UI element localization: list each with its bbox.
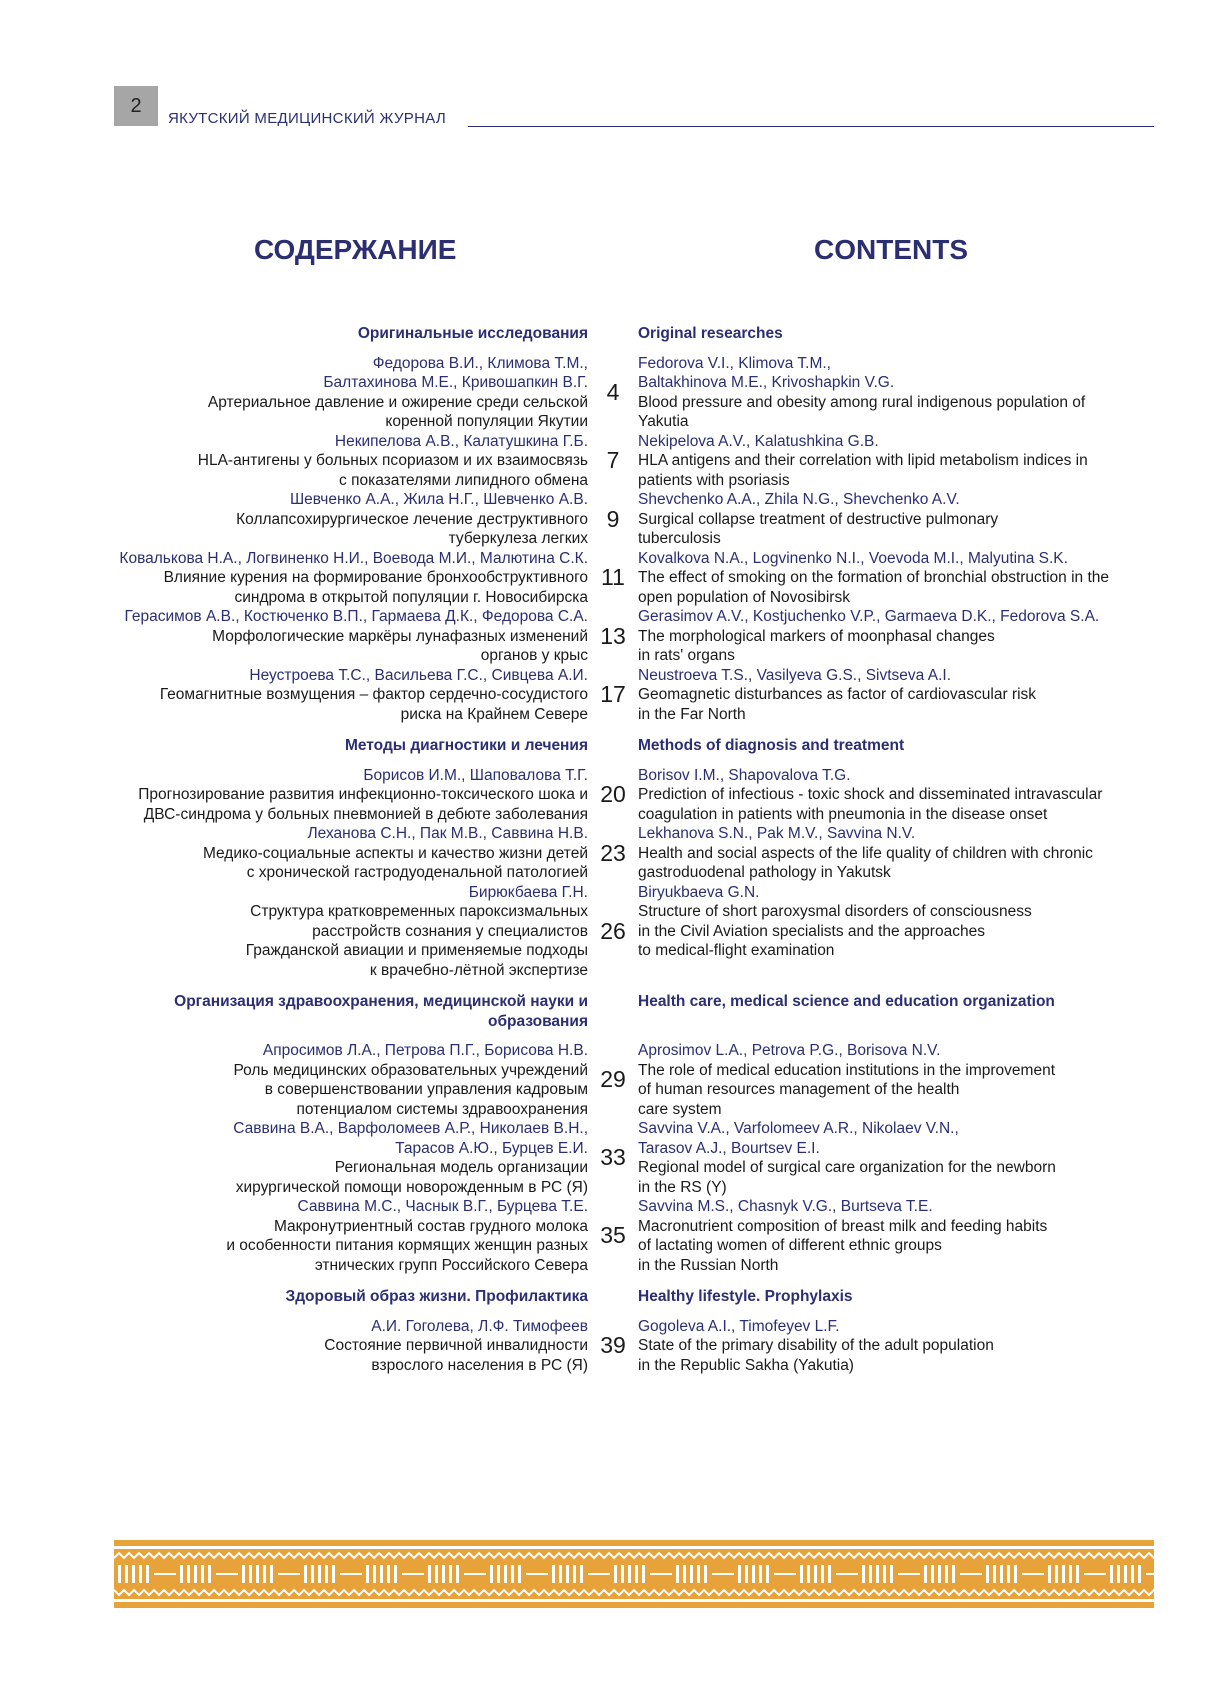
entry-title-ru: хирургической помощи новорожденным в РС (Я) [235, 1178, 588, 1196]
entry-title-ru: Влияние курения на формирование бронхообструктивного [163, 569, 588, 586]
entry-title-ru: Геомагнитные возмущения – фактор сердечно-сосудистого [159, 686, 588, 703]
section-heading [110, 1287, 1160, 1307]
entry-title-ru: и особенности питания кормящих женщин разных [226, 1237, 588, 1254]
entry-title-ru: потенциалом системы здравоохранения [296, 1100, 588, 1118]
entry-authors-en: Savvina V.A., Varfolomeev A.R., Nikolaev V.N., [638, 1120, 959, 1137]
entry-authors-en: Gogoleva A.I., Timofeyev L.F. [638, 1317, 840, 1335]
entry-ru [110, 766, 588, 825]
entry-title-ru: Макронутриентный состав грудного молока [273, 1217, 588, 1235]
entry-ru [110, 354, 588, 432]
entry-title-en: care system [638, 1100, 722, 1118]
entry-authors-en: Baltakhinova M.E., Krivoshapkin V.G. [638, 374, 895, 391]
toc-entry[interactable] [110, 1119, 1160, 1197]
ornament-border [114, 1540, 1154, 1608]
entry-ru [110, 824, 588, 883]
entry-page-number: 26 [600, 917, 626, 944]
entry-authors-en: Gerasimov A.V., Kostjuchenko V.P., Garmaeva D.K., Fedorova S.A. [638, 608, 1100, 625]
entry-page-number: 7 [606, 447, 620, 473]
entry-title-ru: Прогнозирование развития инфекционно-токсического шока и [138, 786, 588, 803]
entry-title-en: of human resources management of the health [638, 1081, 960, 1098]
entry-page-number: 39 [600, 1332, 626, 1358]
entry-title-en: in the Far North [638, 705, 746, 723]
toc-entry[interactable] [110, 766, 1160, 825]
toc-entry[interactable] [110, 354, 1160, 432]
entry-title-en: to medical-flight examination [638, 942, 835, 959]
entry-page-number: 20 [600, 781, 626, 807]
entry-title-ru: Структура кратковременных пароксизмальных [250, 903, 588, 920]
entry-ru [110, 1317, 588, 1376]
toc-section [110, 324, 1160, 724]
entry-title-en: tuberculosis [638, 530, 721, 547]
header-rule [468, 126, 1154, 127]
entry-en [638, 1197, 1160, 1275]
entry-title-ru: риска на Крайнем Севере [400, 705, 588, 723]
toc-section [110, 1287, 1160, 1375]
entry-page-number: 35 [600, 1222, 626, 1249]
entry-page-number: 23 [600, 839, 626, 866]
toc-entry[interactable] [110, 666, 1160, 725]
toc-entry[interactable] [110, 1197, 1160, 1275]
entry-en [638, 824, 1160, 883]
entry-title-en: in the Russian North [638, 1256, 779, 1274]
section-heading-en: Methods of diagnosis and treatment [638, 737, 905, 754]
entry-title-en: The role of medical education institutions in the improvement [638, 1061, 1055, 1079]
entry-en [638, 1119, 1160, 1197]
section-heading [110, 324, 1160, 344]
entry-title-ru: органов у крыс [480, 647, 588, 664]
entry-page-number: 4 [606, 378, 620, 405]
entry-authors-en: Fedorova V.I., Klimova T.M., [638, 354, 831, 372]
entry-title-en: gastroduodenal pathology in Yakutsk [638, 864, 891, 881]
entry-en [638, 432, 1160, 491]
entry-authors-ru: Федорова В.И., Климова Т.М., [372, 354, 588, 372]
entry-title-ru: Медико-социальные аспекты и качество жизни детей [202, 844, 588, 862]
entry-page-number: 29 [600, 1066, 626, 1093]
entry-authors-en: Lekhanova S.N., Pak M.V., Savvina N.V. [638, 825, 916, 842]
entry-page-number: 13 [600, 622, 626, 649]
entry-title-ru: туберкулеза легких [448, 530, 588, 547]
entry-title-en: Health and social aspects of the life quality of children with chronic [638, 844, 1093, 862]
entry-title-en: patients with psoriasis [638, 471, 790, 489]
entry-en [638, 607, 1160, 666]
toc-entry[interactable] [110, 824, 1160, 883]
entry-en [638, 354, 1160, 432]
entry-title-ru: ДВС-синдрома у больных пневмонией в дебюте заболевания [143, 805, 588, 823]
entry-authors-ru: Саввина М.С., Часнык В.Г., Бурцева Т.Е. [297, 1198, 588, 1215]
entry-authors-ru: Бирюкбаева Г.Н. [468, 883, 588, 901]
entry-title-ru: с показателями липидного обмена [339, 471, 588, 489]
entry-title-ru: HLA-антигены у больных псориазом и их взаимосвязь [197, 452, 588, 469]
entry-title-ru: к врачебно-лётной экспертизе [369, 961, 588, 979]
entry-ru [110, 432, 588, 491]
entry-title-ru: Региональная модель организации [334, 1159, 588, 1176]
entry-authors-ru: Шевченко А.А., Жила Н.Г., Шевченко А.В. [289, 491, 588, 508]
entry-title-ru: Состояние первичной инвалидности [324, 1337, 588, 1354]
entry-en [638, 1041, 1160, 1119]
entry-title-en: of lactating women of different ethnic groups [638, 1237, 942, 1254]
entry-en [638, 883, 1160, 981]
entry-title-en: in the Civil Aviation specialists and the approaches [638, 922, 985, 940]
table-of-contents [110, 324, 1160, 1387]
entry-authors-en: Borisov I.M., Shapovalova T.G. [638, 766, 851, 784]
entry-title-ru: синдрома в открытой популяции г. Новосибирска [234, 588, 588, 606]
entry-ru [110, 1197, 588, 1275]
entry-authors-en: Nekipelova A.V., Kalatushkina G.B. [638, 432, 879, 450]
entry-en [638, 490, 1160, 549]
toc-entry[interactable] [110, 490, 1160, 549]
section-heading-en: Original researches [638, 325, 783, 342]
entry-ru [110, 883, 588, 981]
section-heading-ru: Здоровый образ жизни. Профилактика [285, 1288, 588, 1305]
entry-title-ru: Роль медицинских образовательных учреждений [233, 1061, 588, 1079]
entry-en [638, 766, 1160, 825]
entry-en [638, 666, 1160, 725]
entry-title-en: Blood pressure and obesity among rural indigenous population of [638, 393, 1086, 411]
entry-authors-ru: Апросимов Л.А., Петрова П.Г., Борисова Н.В. [262, 1042, 588, 1059]
entry-title-en: Regional model of surgical care organization for the newborn [638, 1159, 1056, 1176]
entry-title-en: Surgical collapse treatment of destructive pulmonary [638, 510, 999, 528]
entry-authors-ru: Неустроева Т.С., Васильева Г.С., Сивцева А.И. [249, 666, 588, 684]
entry-authors-en: Biryukbaeva G.N. [638, 883, 760, 901]
entry-ru [110, 490, 588, 549]
entry-authors-en: Tarasov A.J., Bourtsev E.I. [638, 1139, 820, 1157]
entry-page-number: 17 [600, 681, 626, 707]
toc-entry[interactable] [110, 1041, 1160, 1119]
entry-authors-ru: А.И. Гоголева, Л.Ф. Тимофеев [371, 1317, 588, 1335]
entry-ru [110, 1119, 588, 1197]
entry-page-number: 11 [601, 564, 625, 590]
entry-authors-en: Shevchenko A.A., Zhila N.G., Shevchenko A.V. [638, 491, 960, 508]
entry-title-ru: взрослого населения в РС (Я) [371, 1356, 588, 1374]
contents-heading-en: CONTENTS [814, 234, 968, 265]
entry-authors-en: Kovalkova N.A., Logvinenko N.I., Voevoda M.I., Malyutina S.K. [638, 549, 1068, 567]
entry-title-ru: Коллапсохирургическое лечение деструктивного [236, 510, 588, 528]
section-heading-en: Healthy lifestyle. Prophylaxis [638, 1288, 853, 1305]
entry-title-en: in the RS (Y) [638, 1178, 727, 1196]
entry-title-ru: расстройств сознания у специалистов [312, 922, 588, 940]
section-heading-ru: Методы диагностики и лечения [344, 737, 588, 754]
entry-title-en: in rats' organs [638, 647, 735, 664]
entry-title-ru: в совершенствовании управления кадровым [264, 1081, 588, 1098]
section-heading-en: Health care, medical science and education organization [638, 993, 1055, 1010]
toc-entry[interactable] [110, 432, 1160, 491]
contents-heading-ru: СОДЕРЖАНИЕ [254, 234, 457, 265]
entry-ru [110, 1041, 588, 1119]
toc-entry[interactable] [110, 607, 1160, 666]
entry-title-ru: этнических групп Российского Севера [314, 1256, 588, 1274]
entry-authors-en: Neustroeva T.S., Vasilyeva G.S., Sivtseva A.I. [638, 666, 952, 684]
entry-en [638, 549, 1160, 608]
toc-entry[interactable] [110, 883, 1160, 981]
entry-en [638, 1317, 1160, 1376]
entry-title-en: Yakutia [638, 413, 689, 430]
entry-authors-ru: Балтахинова М.Е., Кривошапкин В.Г. [323, 374, 588, 391]
entry-title-ru: Морфологические маркёры лунафазных изменений [212, 627, 588, 645]
page-number: 2 [114, 86, 158, 126]
entry-authors-ru: Борисов И.М., Шаповалова Т.Г. [363, 766, 588, 784]
entry-authors-ru: Герасимов А.В., Костюченко В.П., Гармаева Д.К., Федорова С.А. [124, 608, 588, 625]
toc-section [110, 736, 1160, 980]
entry-title-en: coagulation in patients with pneumonia in the disease onset [638, 805, 1048, 823]
entry-page-number: 33 [600, 1144, 626, 1171]
section-heading-ru: Организация здравоохранения, медицинской науки и образования [174, 993, 588, 1030]
section-heading [110, 992, 1160, 1031]
entry-ru [110, 666, 588, 725]
entry-authors-ru: Некипелова А.В., Калатушкина Г.Б. [334, 432, 588, 450]
entry-page-number: 9 [606, 505, 620, 532]
section-heading [110, 736, 1160, 756]
entry-authors-en: Aprosimov L.A., Petrova P.G., Borisova N.V. [638, 1042, 941, 1059]
section-heading-ru: Оригинальные исследования [357, 325, 588, 342]
journal-title: ЯКУТСКИЙ МЕДИЦИНСКИЙ ЖУРНАЛ [168, 110, 447, 127]
entry-authors-ru: Саввина В.А., Варфоломеев А.Р., Николаев В.Н., [233, 1120, 588, 1137]
entry-title-ru: Артериальное давление и ожирение среди сельской [207, 393, 588, 411]
toc-entry[interactable] [110, 549, 1160, 608]
entry-ru [110, 549, 588, 608]
entry-title-ru: Гражданской авиации и применяемые подходы [245, 942, 588, 959]
entry-title-en: Geomagnetic disturbances as factor of cardiovascular risk [638, 686, 1037, 703]
entry-title-en: State of the primary disability of the adult population [638, 1337, 994, 1354]
entry-title-en: The morphological markers of moonphasal changes [638, 627, 995, 645]
entry-authors-en: Savvina M.S., Chasnyk V.G., Burtseva T.E. [638, 1198, 933, 1215]
entry-title-en: open population of Novosibirsk [638, 588, 850, 606]
entry-authors-ru: Леханова С.Н., Пак М.В., Саввина Н.В. [307, 825, 588, 842]
entry-ru [110, 607, 588, 666]
entry-title-en: Prediction of infectious - toxic shock and disseminated intravascular [638, 786, 1103, 803]
entry-title-en: Structure of short paroxysmal disorders of consciousness [638, 903, 1032, 920]
entry-title-ru: с хронической гастродуоденальной патологией [246, 864, 588, 881]
toc-section [110, 992, 1160, 1275]
entry-authors-ru: Тарасов А.Ю., Бурцев Е.И. [395, 1139, 588, 1157]
entry-authors-ru: Ковалькова Н.А., Логвиненко Н.И., Воевода М.И., Малютина С.К. [119, 549, 588, 567]
entry-title-en: The effect of smoking on the formation of bronchial obstruction in the [638, 569, 1110, 586]
entry-title-en: Macronutrient composition of breast milk and feeding habits [638, 1217, 1048, 1235]
toc-entry[interactable] [110, 1317, 1160, 1376]
entry-title-en: in the Republic Sakha (Yakutia) [638, 1356, 854, 1374]
entry-title-en: HLA antigens and their correlation with lipid metabolism indices in [638, 452, 1088, 469]
entry-title-ru: коренной популяции Якутии [385, 413, 588, 430]
